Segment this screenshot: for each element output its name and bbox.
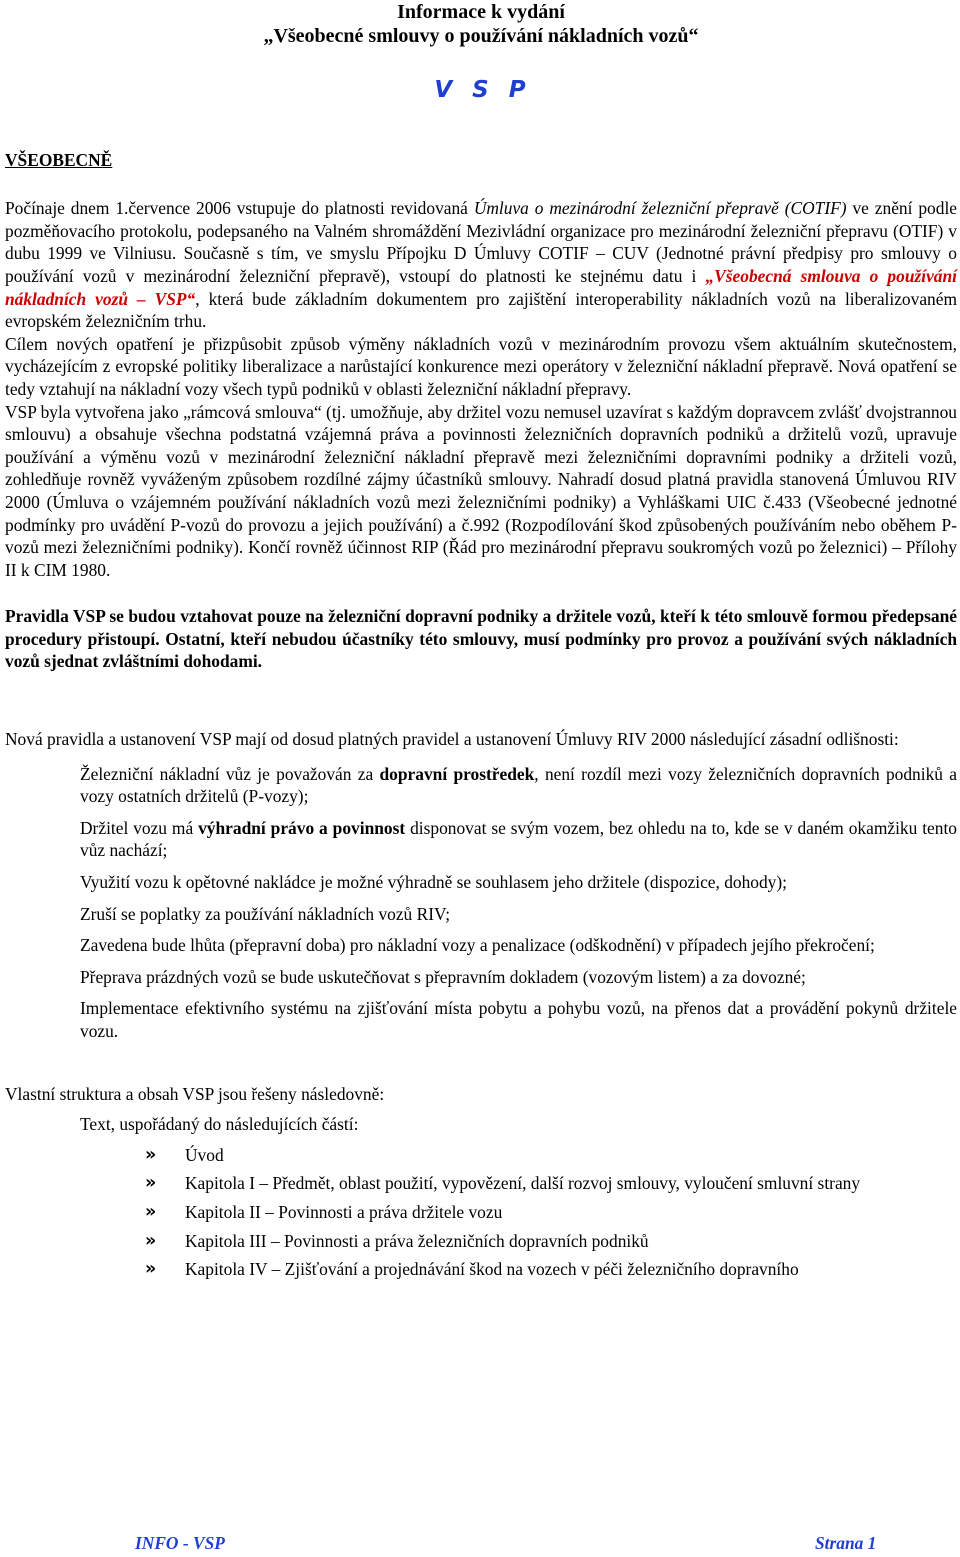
document-page: [5, 0, 957, 1287]
vsp-highlight: „Všeobecná smlouva o používání nákladních vozů – VSP“: [5, 265, 958, 309]
bullet-icon: »: [145, 1259, 157, 1280]
intro-text-b: ve znění podle pozměňovacího protokolu, podepsaného na Valném shromáždění Mezivládní organizace pro mezinárodní železniční přepravu (OTIF) v dubu 1999 ve Vilniusu. Současně s tím, ve smyslu Přípojku D Úmluvy COTIF – CUV (Jednotné právní předpisy pro smlouvy o používání vozů v mezinárodní železniční přepravě), vstoupí do platnosti ke stejnému datu i: [5, 198, 957, 286]
structure-sub: Text, uspořádaný do následujících částí:: [80, 1114, 359, 1135]
difference-text: disponovat se svým vozem, bez ohledu na to, kde se v daném okamžiku tento vůz nachází;: [80, 817, 957, 861]
difference-item: Zruší se poplatky za používání nákladních vozů RIV;: [80, 903, 451, 924]
chapter-item: [145, 1230, 957, 1253]
chapter-label: Kapitola III – Povinnosti a práva železničních dopravních podniků: [185, 1230, 649, 1251]
document-title-line2: „Všeobecné smlouvy o používání nákladních vozů“: [263, 25, 699, 47]
difference-item: Přeprava prázdných vozů se bude uskutečňovat s přepravním dokladem (vozovým listem) a za dovozné;: [80, 966, 806, 987]
intro-paragraph-2: Cílem nových opatření je přizpůsobit způsob výměny nákladních vozů v mezinárodním provozu všem aktuálním skutečnostem, vycházejícím z evropské politiky liberalizace a narůstající konkurence mezi operátory v železniční nákladní přepravě. Nová opatření se tedy vztahují na nákladní vozy všech typů podniků v oblasti železniční nákladní přepravy.: [5, 333, 957, 399]
difference-item: Implementace efektivního systému na zjišťování místa pobytu a pohybu vozů, na přenos dat a provádění pokynů držitele vozu.: [80, 998, 957, 1041]
intro-paragraph-1: [5, 197, 957, 333]
difference-text: Držitel vozu má: [80, 817, 199, 838]
cotif-italic: Úmluva o mezinárodní železniční přepravě (COTIF): [473, 198, 847, 219]
chapters-list: [145, 1144, 957, 1281]
bullet-icon: »: [145, 1173, 157, 1194]
difference-text: , není rozdíl mezi vozy železničních dopravních podniků a vozy ostatních držitelů (P-vozy);: [80, 763, 957, 807]
section-heading-general: VŠEOBECNĚ: [5, 149, 113, 170]
difference-item: Zavedena bude lhůta (přepravní doba) pro nákladní vozy a penalizace (odškodnění) v případech jejího překročení;: [80, 935, 875, 956]
difference-item: [80, 763, 957, 808]
vsp-logo: V S P: [434, 77, 528, 103]
chapter-label: Kapitola IV – Zjišťování a projednávání škod na vozech v péči železničního dopravního: [185, 1259, 799, 1280]
chapter-item: [145, 1144, 957, 1167]
chapter-label: Úvod: [185, 1144, 224, 1165]
difference-item: [80, 817, 957, 862]
difference-text: Železniční nákladní vůz je považován za: [80, 763, 380, 784]
chapter-label: Kapitola I – Předmět, oblast použití, vypovězení, další rozvoj smlouvy, vyloučení smluvní strany: [185, 1173, 861, 1194]
chapter-item: [145, 1172, 957, 1195]
differences-list: [80, 763, 957, 1043]
difference-item: Využití vozu k opětovné nakládce je možné výhradně se souhlasem jeho držitele (dispozice, dohody);: [80, 872, 787, 893]
footer-page-number: Strana 1: [815, 1533, 877, 1553]
differences-intro: Nová pravidla a ustanovení VSP mají od dosud platných pravidel a ustanovení Úmluvy RIV 2000 následující zásadní odlišnosti:: [5, 729, 899, 750]
intro-paragraph-3: VSP byla vytvořena jako „rámcová smlouva“ (tj. umožňuje, aby držitel vozu nemusel uzavírat s každým dopravcem zvlášť dvojstrannou smlouvu) a obsahuje všechna podstatná vzájemná práva a povinnosti železničních dopravních podniků a držitelů vozů, upravuje používání a výměnu vozů v mezinárodní železniční nákladní přepravě mezi železničními dopravními podniky a držiteli vozů, zohledňuje rovněž vyváženým způsobem rozdílné zájmy účastníků smlouvy. Nahradí dosud platná pravidla stanovená Úmluvou RIV 2000 (Úmluva o vzájemném používání nákladních vozů mezi železničními podniky) a Vyhláškami UIC č.433 (Všeobecné jednotné podmínky pro uvádění P-vozů do provozu a jejich používání) a č.992 (Rozpodílování škod způsobených používáním nebo oběhem P-vozů mezi železničními podniky). Končí rovněž účinnost RIP (Řád pro mezinárodní přepravu soukromých vozů po železnici) – Přílohy II k CIM 1980.: [5, 401, 957, 580]
chapter-item: [145, 1258, 957, 1281]
bullet-icon: »: [145, 1201, 157, 1222]
bold-paragraph: Pravidla VSP se budou vztahovat pouze na železniční dopravní podniky a držitele vozů, kteří k této smlouvě formou předepsané procedury přistoupí. Ostatní, kteří nebudou účastníky této smlouvy, musí podmínky pro provoz a používání svých nákladních vozů sjednat zvláštními dohodami.: [5, 606, 957, 672]
intro-text-c: , která bude základním dokumentem pro zajištění interoperability nákladních vozů na liberalizovaném evropském železničním trhu.: [5, 288, 957, 332]
difference-bold: výhradní právo a povinnost: [198, 817, 406, 838]
bullet-icon: »: [145, 1230, 157, 1251]
difference-bold: dopravní prostředek: [379, 763, 535, 784]
document-title-line1: Informace k vydání: [397, 1, 565, 23]
chapter-item: [145, 1201, 957, 1224]
intro-text-a: Počínaje dnem 1.července 2006 vstupuje do platnosti revidovaná: [5, 198, 474, 219]
chapter-label: Kapitola II – Povinnosti a práva držitele vozu: [185, 1201, 503, 1222]
structure-intro: Vlastní struktura a obsah VSP jsou řešeny následovně:: [5, 1083, 385, 1104]
bullet-icon: »: [145, 1144, 157, 1165]
footer-doc-label: INFO - VSP: [135, 1533, 225, 1553]
